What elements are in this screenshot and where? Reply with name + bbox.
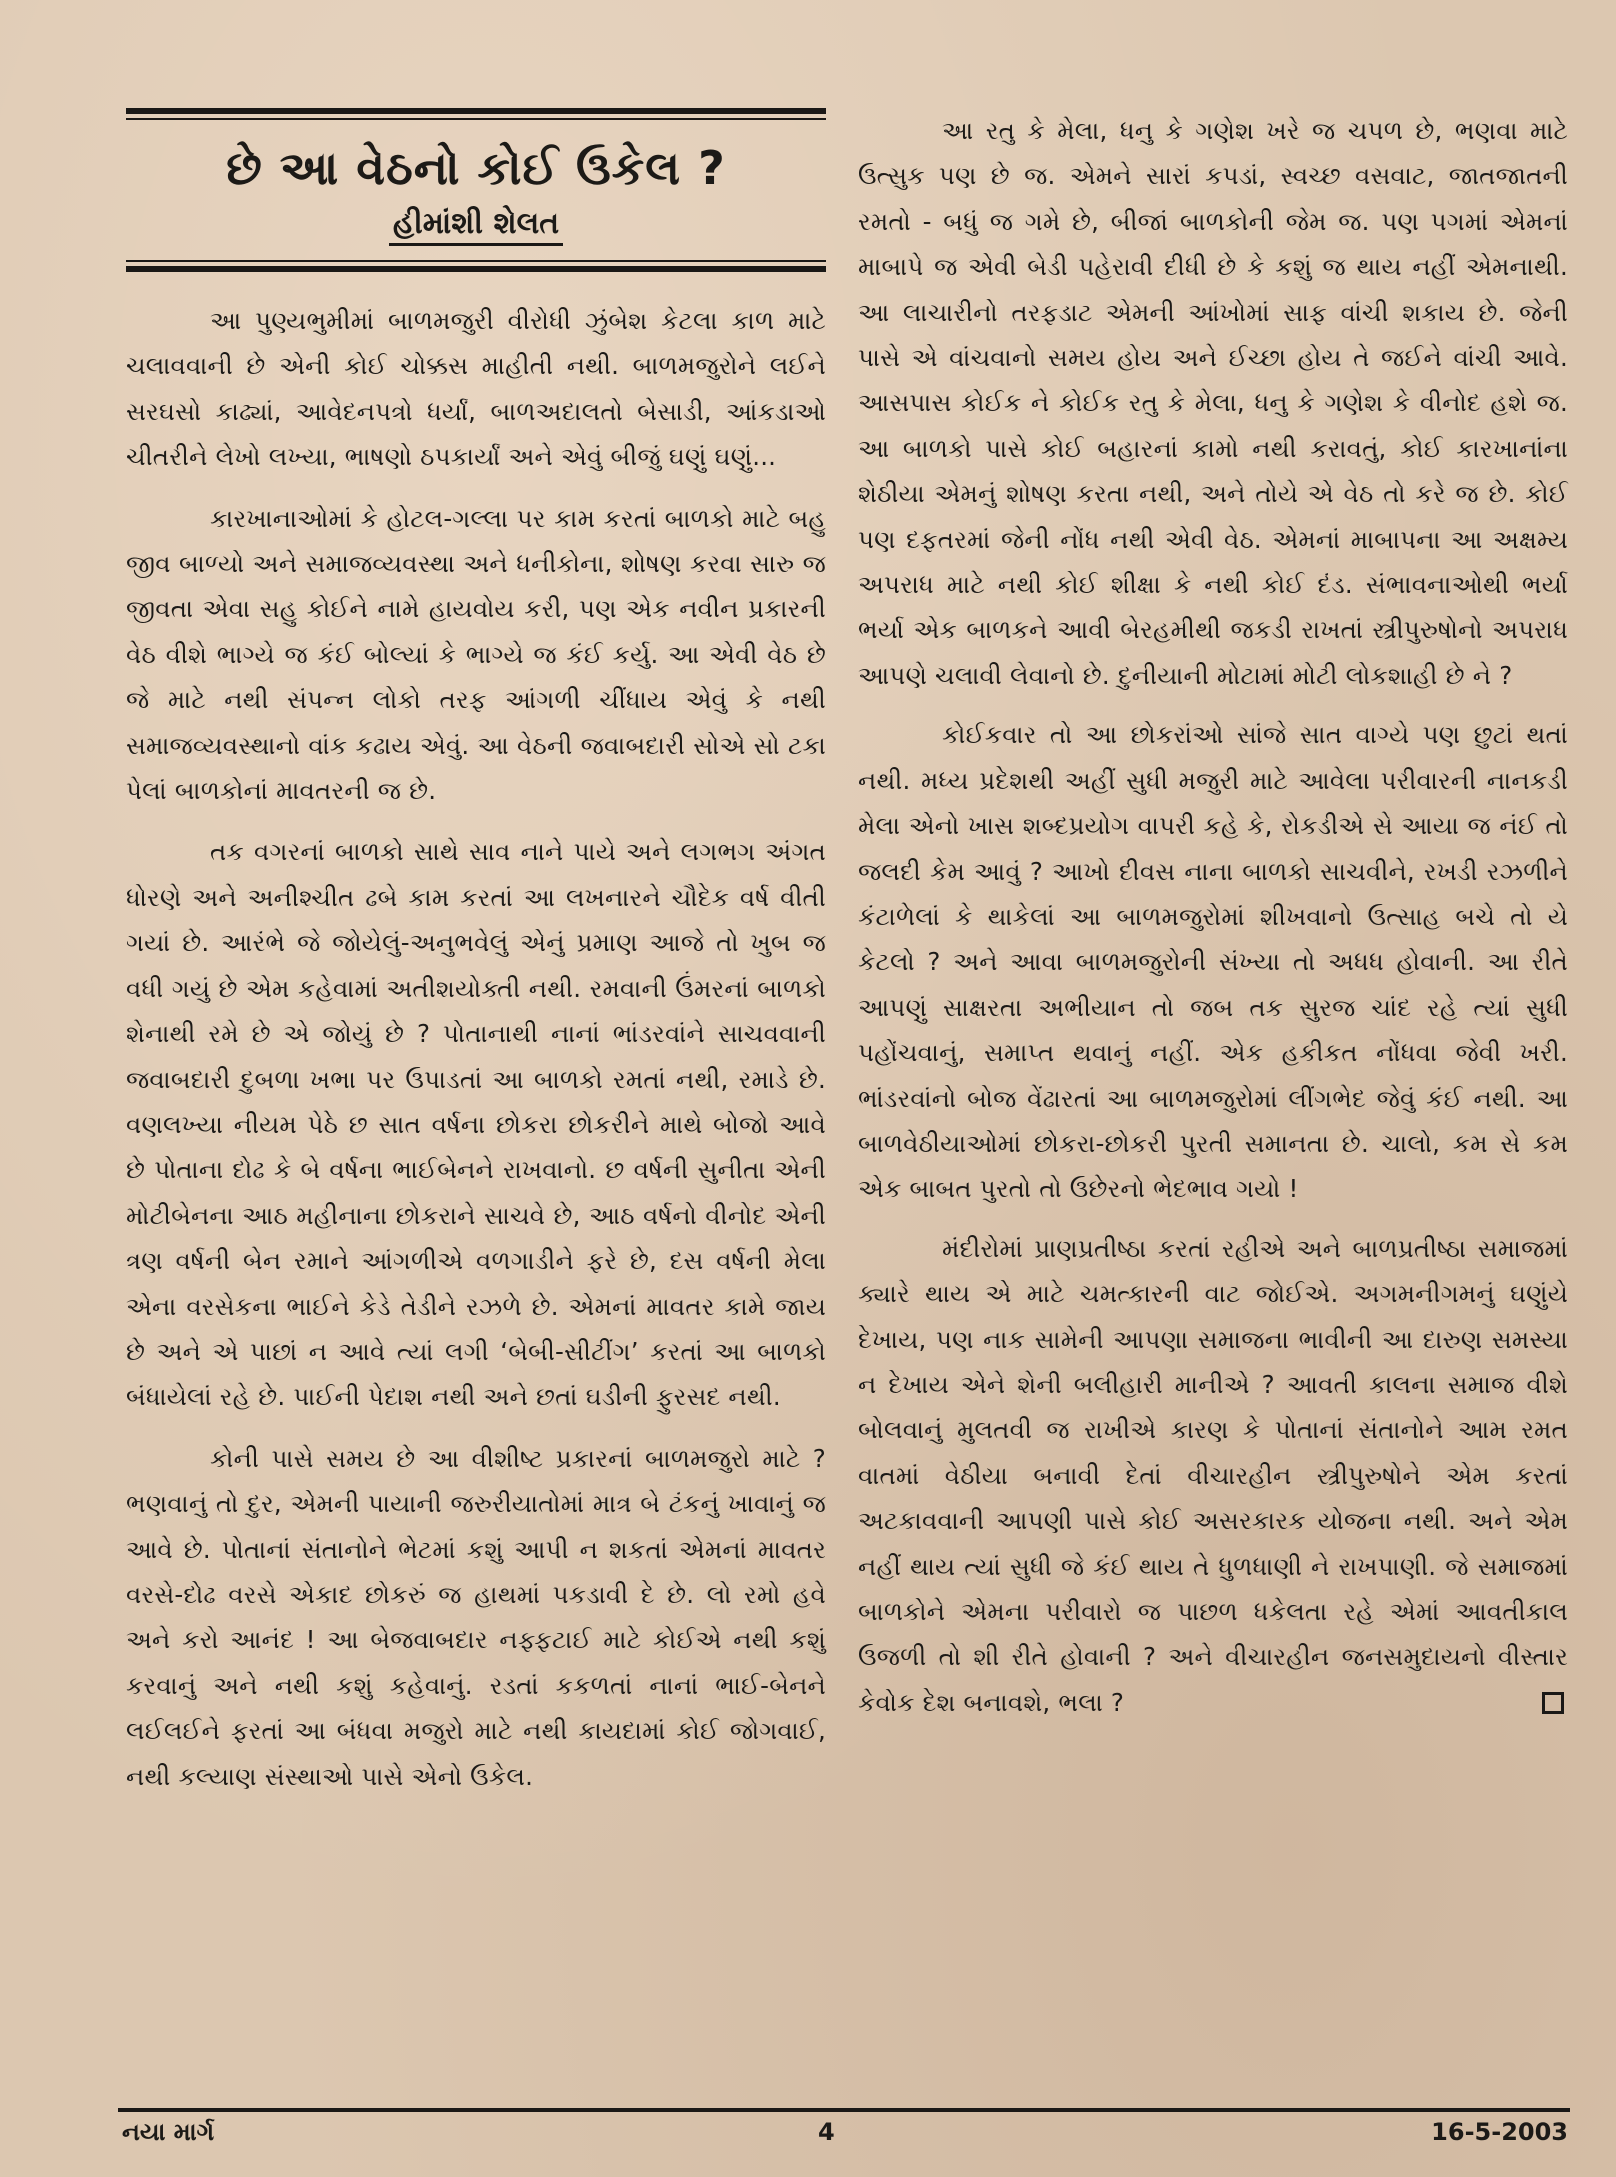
right-paragraph-2: કોઈકવાર તો આ છોકરાંઓ સાંજે સાત વાગ્યે પણ છુટાં થતાં નથી. મધ્ય પ્રદેશથી અહીં સુધી મજુરી માટે આવેલા પરીવારની નાનકડી મેલા એનો ખાસ શબ્દપ્રયોગ વાપરી કહે કે, રોકડીએ સે આયા જ નંઈ તો જલદી કેમ આવું ? આખો દીવસ નાના બાળકો સાચવીને, રખડી રઝળીને કંટાળેલાં કે થાકેલાં આ બાળમજુરોમાં શીખવાનો ઉત્સાહ બચે તો યે કેટલો ? અને આવા બાળમજુરોની સંખ્યા તો અધધ હોવાની. આ રીતે આપણું સાક્ષરતા અભીયાન તો જબ તક સુરજ ચાંદ રહે ત્યાં સુધી પહોંચવાનું, સમાપ્ત થવાનું નહીં. એક હકીકત નોંધવા જેવી ખરી. ભાંડરવાંનો બોજ વેંઢારતાં આ બાળમજુરોમાં લીંગભેદ જેવું કંઈ નથી. આ બાળવેઠીયાઓમાં છોકરા-છોકરી પુરતી સમાનતા છે. ચાલો, કમ સે કમ એક બાબત પુરતો તો ઉછેરનો ભેદભાવ ગયો ! — [858, 720, 1568, 1204]
footer-page-number: 4 — [818, 2118, 835, 2146]
right-paragraph-3-text: મંદીરોમાં પ્રાણપ્રતીષ્ઠા કરતાં રહીએ અને બાળપ્રતીષ્ઠા સમાજમાં ક્યારે થાય એ માટે ચમત્કારની વાટ જોઈએ. અગમનીગમનું ઘણુંયે દેખાય, પણ નાક સામેની આપણા સમાજના ભાવીની આ દારુણ સમસ્યા ન દેખાય એને શેની બલીહારી માનીએ ? આવતી કાલના સમાજ વીશે બોલવાનું મુલતવી જ રાખીએ કારણ કે પોતાનાં સંતાનોને આમ રમત વાતમાં વેઠીયા બનાવી દેતાં વીચારહીન સ્ત્રીપુરુષોને એમ કરતાં અટકાવવાની આપણી પાસે કોઈ અસરકારક યોજના નથી. અને એમ નહીં થાય ત્યાં સુધી જે કંઈ થાય તે ધુળધાણી ને રાખપાણી. જે સમાજમાં બાળકોને એમના પરીવારો જ પાછળ ધકેલતા રહે એમાં આવતીકાલ ઉજળી તો શી રીતે હોવાની ? અને વીચારહીન જનસમુદાયનો વીસ્તાર કેવોક દેશ બનાવશે, ભલા ? — [858, 1233, 1568, 1717]
left-paragraph-3: તક વગરનાં બાળકો સાથે સાવ નાને પાયે અને લગભગ અંગત ધોરણે અને અનીશ્ચીત ઢબે કામ કરતાં આ લખનારને ચૌદેક વર્ષ વીતી ગયાં છે. આરંભે જે જોયેલું-અનુભવેલું એનું પ્રમાણ આજે તો ખુબ જ વધી ગયું છે એમ કહેવામાં અતીશયોક્તી નથી. રમવાની ઉંમરનાં બાળકો શેનાથી રમે છે એ જોયું છે ? પોતાનાથી નાનાં ભાંડરવાંને સાચવવાની જવાબદારી દુબળા ખભા પર ઉપાડતાં આ બાળકો રમતાં નથી, રમાડે છે. વણલખ્યા નીયમ પેઠે છ સાત વર્ષના છોકરા છોકરીને માથે બોજો આવે છે પોતાના દોઢ કે બે વર્ષના ભાઈબેનને રાખવાનો. છ વર્ષની સુનીતા એની મોટીબેનના આઠ મહીનાના છોકરાને સાચવે છે, આઠ વર્ષનો વીનોદ એની ત્રણ વર્ષની બેન રમાને આંગળીએ વળગાડીને ફરે છે, દસ વર્ષની મેલા એના વરસેકના ભાઈને કેડે તેડીને રઝળે છે. એમનાં માવતર કામે જાય છે અને એ પાછાં ન આવે ત્યાં લગી ‘બેબી-સીટીંગ’ કરતાં આ બાળકો બંધાયેલાં રહે છે. પાઈની પેદાશ નથી અને છતાં ઘડીની ફુરસદ નથી. — [126, 837, 826, 1412]
right-paragraph-1: આ રતુ કે મેલા, ધનુ કે ગણેશ ખરે જ ચપળ છે, ભણવા માટે ઉત્સુક પણ છે જ. એમને સારાં કપડાં, સ્વચ્છ વસવાટ, જાતજાતની રમતો - બધું જ ગમે છે, બીજાં બાળકોની જેમ જ. પણ પગમાં એમનાં માબાપે જ એવી બેડી પહેરાવી દીધી છે કે કશું જ થાય નહીં એમનાથી. આ લાચારીનો તરફડાટ એમની આંખોમાં સાફ વાંચી શકાય છે. જેની પાસે એ વાંચવાનો સમય હોય અને ઈચ્છા હોય તે જઈને વાંચી આવે. આસપાસ કોઈક ને કોઈક રતુ કે મેલા, ધનુ કે ગણેશ કે વીનોદ હશે જ. આ બાળકો પાસે કોઈ બહારનાં કામો નથી કરાવતું, કોઈ કારખાનાંના શેઠીયા એમનું શોષણ કરતા નથી, અને તોયે એ વેઠ તો કરે જ છે. કોઈ પણ દફતરમાં જેની નોંધ નથી એવી વેઠ. એમનાં માબાપના આ અક્ષમ્ય અપરાધ માટે નથી કોઈ શીક્ષા કે નથી કોઈ દંડ. સંભાવનાઓથી ભર્યા ભર્યા એક બાળકને આવી બેરહમીથી જકડી રાખતાં સ્ત્રીપુરુષોનો અપરાધ આપણે ચલાવી લેવાનો છે. દુનીયાની મોટામાં મોટી લોકશાહી છે ને ? — [858, 116, 1568, 690]
article-title: છે આ વેઠનો કોઈ ઉકેલ ? — [226, 141, 726, 195]
author-name: હીમાંશી શેલત — [389, 206, 563, 246]
title-bottom-rule — [126, 266, 826, 272]
left-paragraph-4: કોની પાસે સમય છે આ વીશીષ્ટ પ્રકારનાં બાળમજુરો માટે ? ભણવાનું તો દુર, એમની પાયાની જરુરીયાતોમાં માત્ર બે ટંકનું ખાવાનું જ આવે છે. પોતાનાં સંતાનોને ભેટમાં કશું આપી ન શકતાં એમનાં માવતર વરસે-દોઢ વરસે એકાદ છોકરું જ હાથમાં પકડાવી દે છે. લો રમો હવે અને કરો આનંદ ! આ બેજવાબદાર નફ્ફટાઈ માટે કોઈએ નથી કશું કરવાનું અને નથી કશું કહેવાનું. રડતાં કકળતાં નાનાં ભાઈ-બેનને લઈલઈને ફરતાં આ બંધવા મજુરો માટે નથી કાયદામાં કોઈ જોગવાઈ, નથી કલ્યાણ સંસ્થાઓ પાસે એનો ઉકેલ. — [126, 1443, 826, 1791]
title-bottom-rule-thin — [126, 260, 826, 262]
footer-rule — [118, 2108, 1570, 2112]
left-paragraph-2: કારખાનાઓમાં કે હોટલ-ગલ્લા પર કામ કરતાં બાળકો માટે બહુ જીવ બાળ્યો અને સમાજવ્યવસ્થા અને ધનીકોના, શોષણ કરવા સારુ જ જીવતા એવા સહુ કોઈને નામે હાયવોય કરી, પણ એક નવીન પ્રકારની વેઠ વીશે ભાગ્યે જ કંઈ બોલ્યાં કે ભાગ્યે જ કંઈ કર્યુ. આ એવી વેઠ છે જે માટે નથી સંપન્ન લોકો તરફ આંગળી ચીંધાય એવું કે નથી સમાજવ્યવસ્થાનો વાંક કઢાય એવું. આ વેઠની જવાબદારી સોએ સો ટકા પેલાં બાળકોનાં માવતરની જ છે. — [126, 503, 826, 806]
article-author — [126, 204, 826, 244]
right-paragraph-3 — [858, 1226, 1568, 1725]
end-of-article-square-icon — [1542, 1692, 1564, 1714]
footer-date: 16-5-2003 — [1431, 2118, 1568, 2146]
footer-publication: નયા માર્ગ — [122, 2118, 215, 2146]
title-top-rule — [126, 108, 826, 114]
left-paragraph-1: આ પુણ્યભુમીમાં બાળમજુરી વીરોધી ઝુંબેશ કેટલા કાળ માટે ચલાવવાની છે એની કોઈ ચોક્કસ માહીતી નથી. બાળમજુરોને લઈને સરઘસો કાઢ્યાં, આવેદનપત્રો ધર્યાં, બાળઅદાલતો બેસાડી, આંકડાઓ ચીતરીને લેખો લખ્યા, ભાષણો ઠપકાર્યાં અને એવું બીજું ઘણું ઘણું... — [126, 306, 826, 472]
right-column — [858, 108, 1568, 1739]
left-column — [126, 108, 826, 1815]
title-top-rule-thin — [126, 118, 826, 120]
